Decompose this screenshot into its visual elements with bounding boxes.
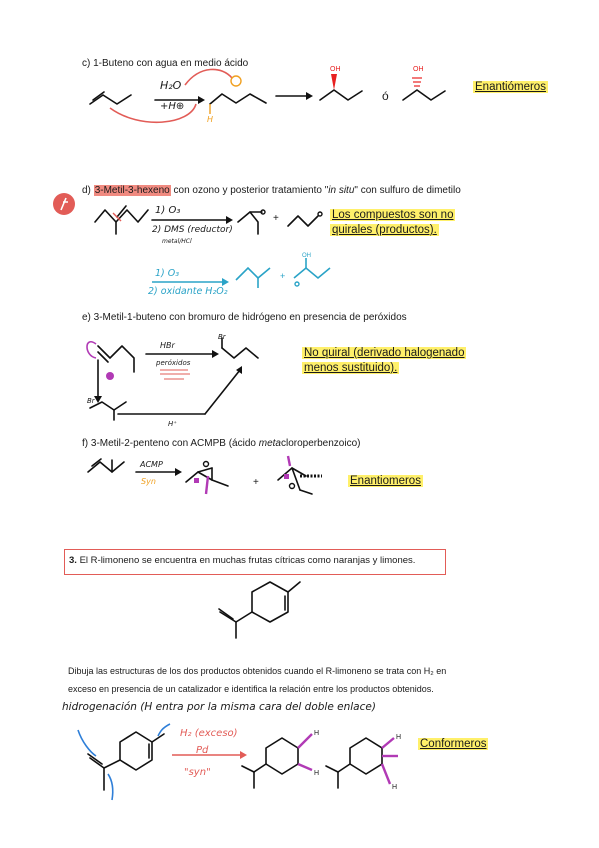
question-3-prompt-line-1: Dibuja las estructuras de los dos productos obtenidos cuando el R-limoneno se trata con H₂ en	[68, 666, 447, 676]
hydrogenation-note: hidrogenación (H entra por la misma cara del doble enlace)	[62, 701, 376, 713]
reagent-hbr: HBr	[160, 341, 175, 350]
epoxide-enantiomer-1	[186, 462, 228, 495]
intermediate-structure	[90, 402, 126, 420]
label-h-q3-a: H	[314, 730, 320, 737]
result-q3: Conformeros	[420, 738, 487, 750]
result-c: Enantiómeros	[475, 81, 546, 93]
reagent-syn: Syn	[141, 477, 156, 486]
label-br-top: Br	[218, 333, 226, 341]
or-connector: ó	[382, 89, 389, 103]
plus-d: +	[273, 213, 279, 224]
label-h-c: H	[207, 115, 214, 124]
butanol-enantiomer-1	[320, 74, 362, 100]
methylbutene-structure	[87, 342, 134, 380]
heading-f: f) 3-Metil-2-penteno con ACMPB (ácido metacloroperbenzoico)	[82, 438, 361, 449]
step-2-note-d: metal/HCl	[162, 238, 192, 245]
step-2-d: 2) DMS (reductor)	[152, 225, 233, 235]
cyclohexane-conformer-1	[242, 734, 312, 788]
question-3-statement: 3. El R-limoneno se encuentra en muchas frutas cítricas como naranjas y limones.	[69, 555, 416, 566]
ketone-product-alt	[236, 268, 270, 288]
alt-step-1-d: 1) O₃	[155, 268, 180, 279]
reagent-water: H₂O	[160, 79, 182, 92]
limonene-drawn	[78, 724, 170, 800]
label-oh-1: OH	[330, 66, 341, 73]
label-h-q3-b: H	[314, 770, 320, 777]
heading-d: d) 3-Metil-3-hexeno con ozono y posterior tratamiento "in situ" con sulfuro de dimetilo	[82, 185, 461, 196]
acid-product-alt	[294, 258, 330, 286]
reagent-pd: Pd	[196, 745, 209, 756]
reagent-acmp: ACMP	[140, 460, 163, 469]
reagent-syn-q3: "syn"	[184, 767, 211, 778]
methylpentene-structure	[88, 459, 124, 472]
question-3-prompt-line-2: exceso en presencia de un catalizador e identifica la relación entre los productos obtenidos.	[68, 684, 434, 694]
result-f: Enantiomeros	[350, 475, 421, 487]
question-3-box	[64, 549, 446, 575]
step-1-d: 1) O₃	[155, 205, 181, 216]
reagent-peroxides: peróxidos	[156, 359, 191, 367]
heading-e: e) 3-Metil-1-buteno con bromuro de hidrógeno en presencia de peróxidos	[82, 312, 407, 323]
reagent-acid: +H⊕	[160, 101, 185, 112]
mechanism-arrow-c2	[185, 69, 232, 85]
butanol-enantiomer-2	[403, 78, 445, 100]
highlight-compound-d: 3-Metil-3-hexeno	[94, 185, 170, 196]
reagent-h2: H₂ (exceso)	[180, 728, 238, 739]
aldehyde-product	[288, 212, 322, 226]
label-h-q3-d: H	[392, 784, 398, 791]
plus-f: +	[253, 477, 259, 488]
epoxide-enantiomer-2	[278, 456, 322, 494]
heading-c: c) 1-Buteno con agua en medio ácido	[82, 58, 249, 69]
label-br-left: Br	[87, 397, 95, 405]
label-oh-d: OH	[302, 253, 311, 259]
peroxide-scribble	[160, 370, 190, 379]
label-hplus: H⁺	[168, 420, 177, 428]
carbocation-structure	[210, 76, 266, 114]
ketone-product	[238, 210, 265, 234]
bromoalkane-product	[222, 338, 258, 358]
label-h-q3-c: H	[396, 734, 402, 741]
alt-step-2-d: 2) oxidante H₂O₂	[148, 286, 228, 297]
cyclohexane-conformer-2	[326, 738, 398, 788]
butene-structure	[90, 92, 131, 104]
result-d: Los compuestos son no quirales (productos).	[332, 209, 454, 236]
plus-d-alt: +	[280, 271, 286, 281]
limonene-structure	[219, 582, 300, 638]
methylhexene-structure	[95, 206, 148, 234]
label-oh-2: OH	[413, 66, 424, 73]
result-e: No quiral (derivado halogenado menos sustituido).	[304, 347, 465, 374]
